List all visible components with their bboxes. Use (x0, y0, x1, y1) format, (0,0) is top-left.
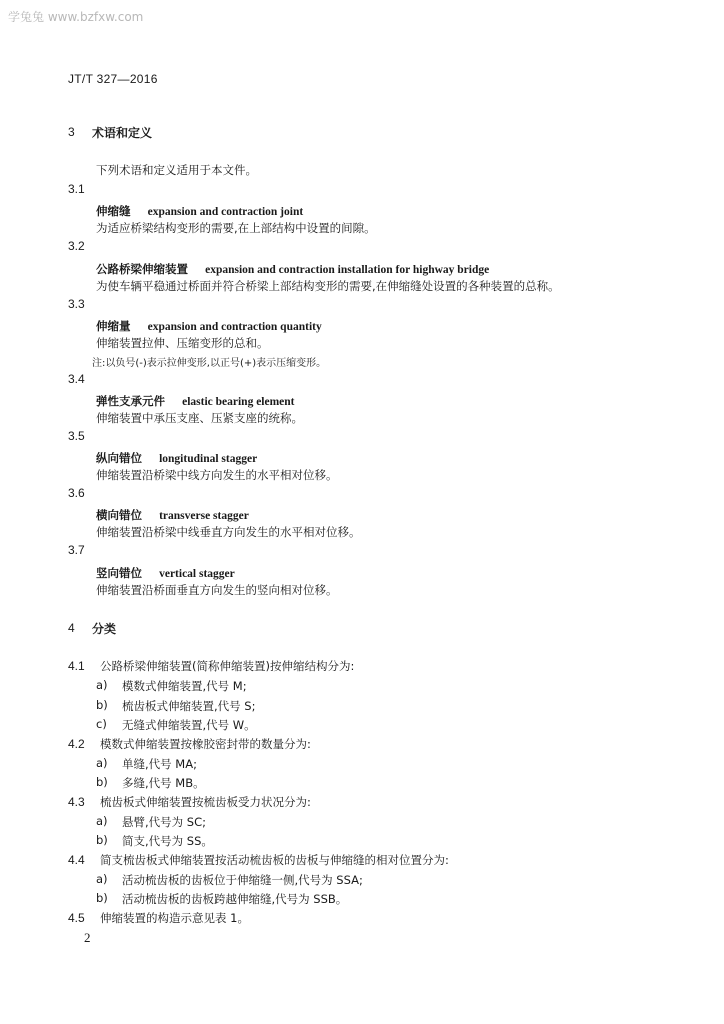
term-cn: 伸缩量 (96, 319, 131, 333)
term-number: 3.1 (68, 182, 85, 196)
term-cn: 公路桥梁伸缩装置 (96, 262, 188, 276)
term-heading (96, 258, 489, 277)
clause-text: 公路桥梁伸缩装置(简称伸缩装置)按伸缩结构分为: (100, 659, 355, 673)
list-item-text: 多缝,代号 MB。 (122, 776, 205, 790)
list-item-label: a) (96, 814, 108, 828)
clause-text: 模数式伸缩装置按橡胶密封带的数量分为: (100, 737, 311, 751)
standard-code: JT/T 327—2016 (68, 72, 158, 86)
term-cn: 竖向错位 (96, 566, 142, 580)
watermark: 学兔兔 www.bzfxw.com (8, 10, 144, 24)
term-en: longitudinal stagger (159, 453, 258, 465)
clause-number: 4.3 (68, 795, 85, 809)
section-3-number: 3 (68, 125, 75, 139)
term-en: expansion and contraction installation for highway bridge (205, 264, 490, 276)
list-item-label: b) (96, 891, 108, 905)
list-item-label: a) (96, 756, 108, 770)
term-number: 3.3 (68, 297, 85, 311)
list-item-label: c) (96, 717, 107, 731)
list-item-label: b) (96, 775, 108, 789)
term-definition: 伸缩装置沿桥梁中线方向发生的水平相对位移。 (96, 468, 338, 482)
list-item-text: 悬臂,代号为 SC; (122, 815, 207, 829)
term-en: expansion and contraction quantity (147, 321, 322, 333)
clause-number: 4.4 (68, 853, 85, 867)
list-item-text: 梳齿板式伸缩装置,代号 S; (122, 699, 256, 713)
section-4-title: 分类 (92, 622, 117, 636)
list-item-text: 无缝式伸缩装置,代号 W。 (122, 718, 256, 732)
term-heading (96, 390, 295, 409)
term-heading (96, 200, 303, 219)
term-cn: 伸缩缝 (96, 204, 131, 218)
list-item-text: 简支,代号为 SS。 (122, 834, 213, 848)
term-cn: 纵向错位 (96, 451, 142, 465)
term-definition: 伸缩装置沿桥面垂直方向发生的竖向相对位移。 (96, 583, 338, 597)
page-number: 2 (84, 930, 91, 945)
clause-text: 伸缩装置的构造示意见表 1。 (100, 911, 249, 925)
term-heading (96, 504, 249, 523)
term-en: elastic bearing element (182, 396, 295, 408)
section-4-number: 4 (68, 621, 75, 635)
section-3-title: 术语和定义 (92, 126, 153, 140)
term-number: 3.4 (68, 372, 85, 386)
term-en: expansion and contraction joint (147, 206, 304, 218)
list-item-label: b) (96, 698, 108, 712)
list-item-text: 模数式伸缩装置,代号 M; (122, 679, 247, 693)
term-definition: 伸缩装置中承压支座、压紧支座的统称。 (96, 411, 303, 425)
term-number: 3.5 (68, 429, 85, 443)
clause-text: 简支梳齿板式伸缩装置按活动梳齿板的齿板与伸缩缝的相对位置分为: (100, 853, 449, 867)
clause-number: 4.1 (68, 659, 85, 673)
term-note: 注:以负号(-)表示拉伸变形,以正号(+)表示压缩变形。 (92, 358, 327, 369)
clause-number: 4.5 (68, 911, 85, 925)
term-number: 3.7 (68, 543, 85, 557)
section-3-intro: 下列术语和定义适用于本文件。 (96, 163, 257, 177)
list-item-text: 活动梳齿板的齿板跨越伸缩缝,代号为 SSB。 (122, 892, 348, 906)
term-definition: 伸缩装置拉伸、压缩变形的总和。 (96, 336, 269, 350)
list-item-text: 单缝,代号 MA; (122, 757, 197, 771)
list-item-text: 活动梳齿板的齿板位于伸缩缝一侧,代号为 SSA; (122, 873, 363, 887)
term-heading (96, 562, 235, 581)
term-en: vertical stagger (159, 568, 235, 580)
list-item-label: b) (96, 833, 108, 847)
list-item-label: a) (96, 872, 108, 886)
term-heading (96, 447, 257, 466)
term-en: transverse stagger (159, 510, 249, 522)
term-number: 3.6 (68, 486, 85, 500)
list-item-label: a) (96, 678, 108, 692)
clause-number: 4.2 (68, 737, 85, 751)
term-heading (96, 315, 322, 334)
term-definition: 为适应桥梁结构变形的需要,在上部结构中设置的间隙。 (96, 221, 376, 235)
term-definition: 为使车辆平稳通过桥面并符合桥梁上部结构变形的需要,在伸缩缝处设置的各种装置的总称。 (96, 279, 560, 293)
term-definition: 伸缩装置沿桥梁中线垂直方向发生的水平相对位移。 (96, 525, 361, 539)
term-cn: 弹性支承元件 (96, 394, 165, 408)
clause-text: 梳齿板式伸缩装置按梳齿板受力状况分为: (100, 795, 311, 809)
term-number: 3.2 (68, 239, 85, 253)
term-cn: 横向错位 (96, 508, 142, 522)
